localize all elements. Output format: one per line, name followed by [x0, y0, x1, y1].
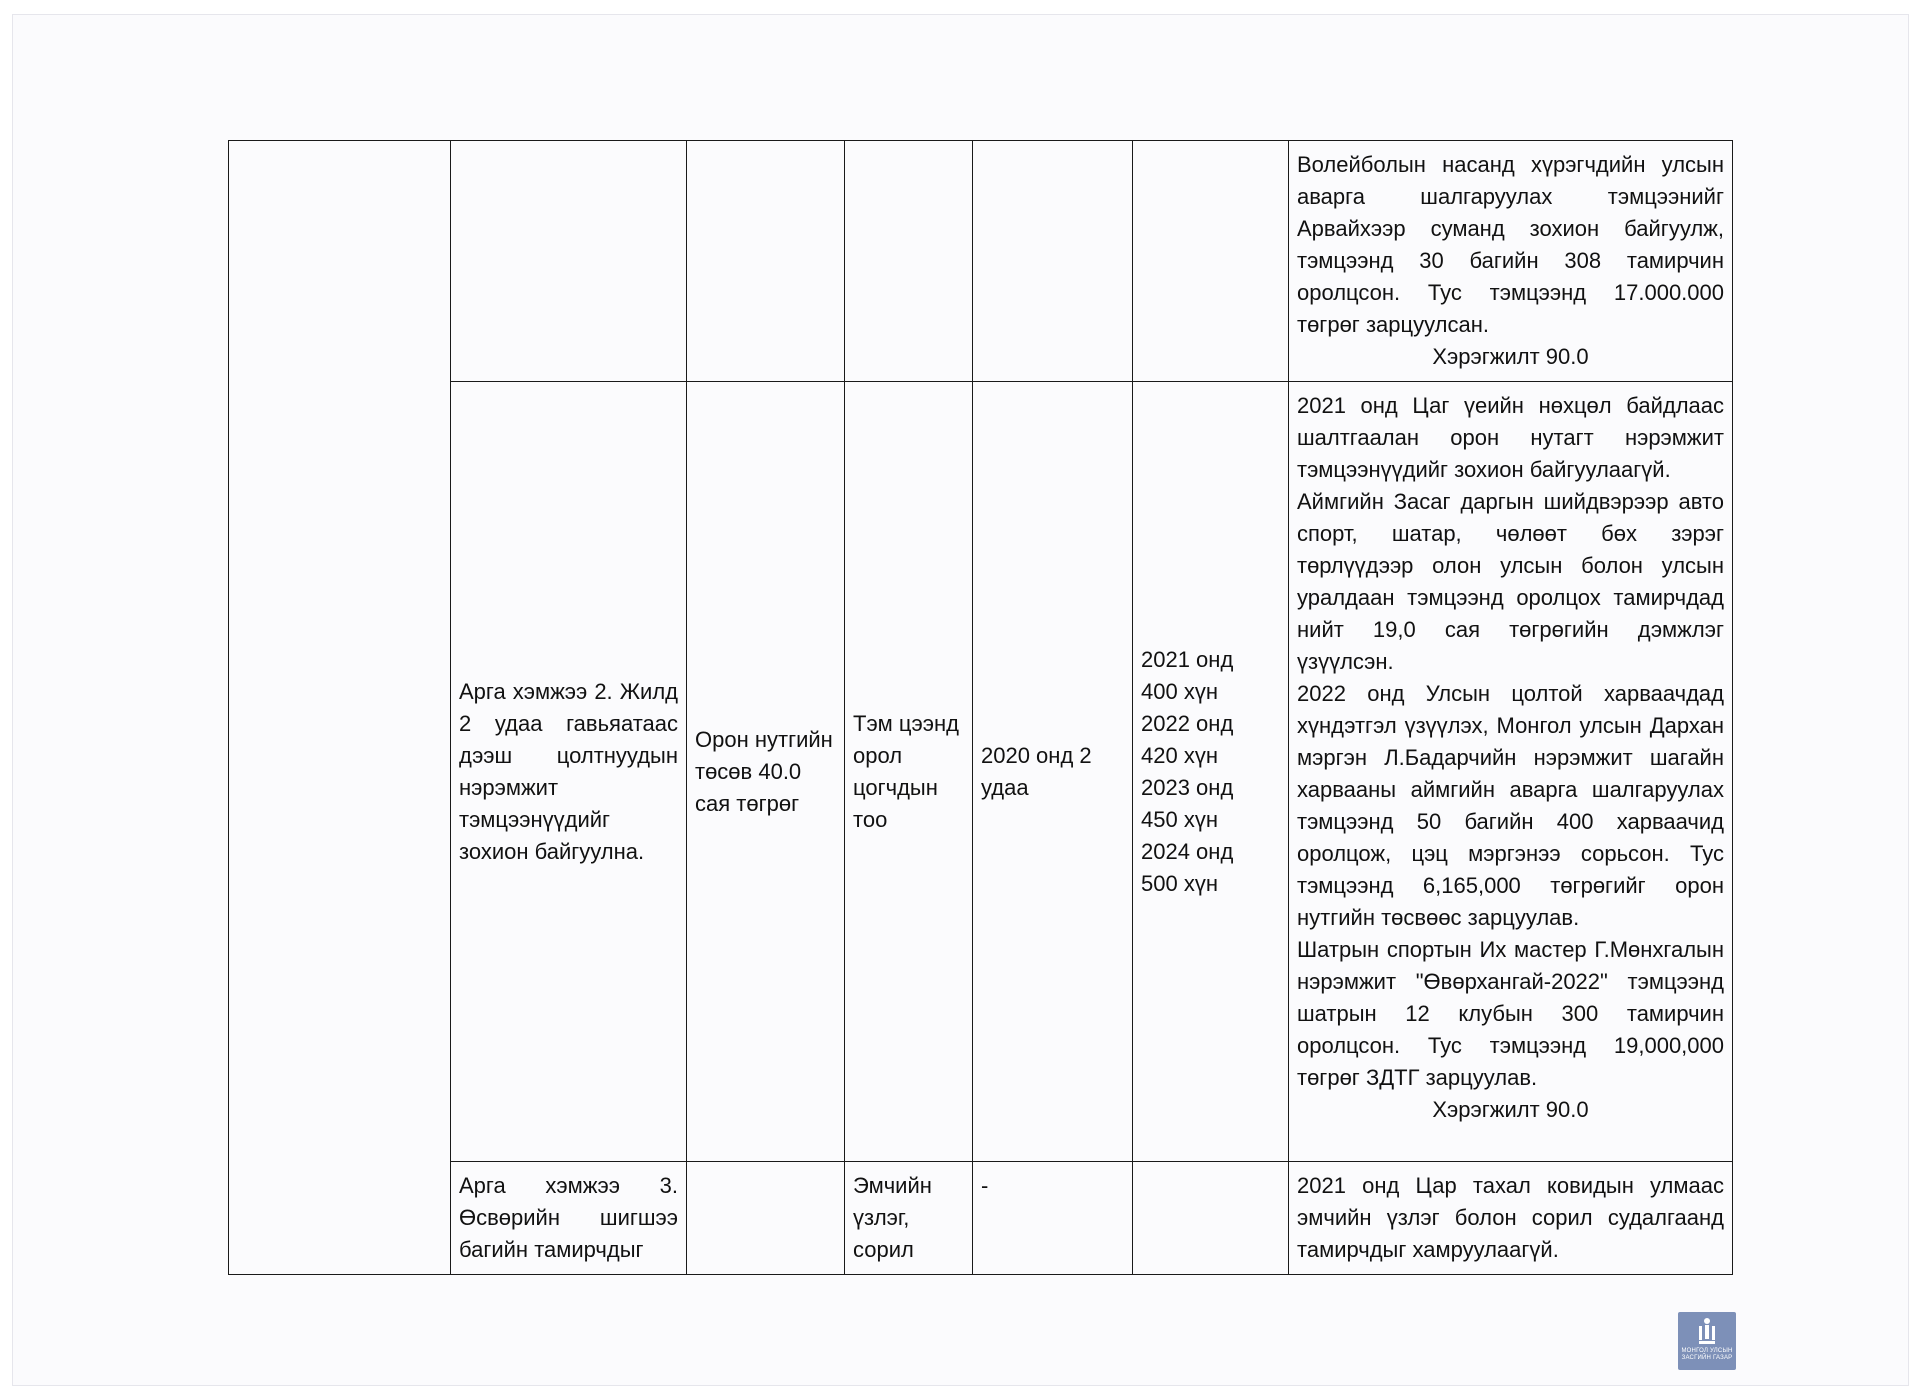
goal-cell [229, 141, 451, 1275]
target-line: 2021 онд [1141, 646, 1234, 672]
target-line: 2024 онд [1141, 838, 1234, 864]
rating-label: Хэрэгжилт 90.0 [1432, 344, 1589, 369]
emblem-text: ЗАСГИЙН ГАЗАР [1681, 1355, 1733, 1361]
target-cell [1133, 382, 1289, 1162]
baseline-cell: - [973, 1162, 1133, 1275]
target-line: 420 хүн [1141, 742, 1218, 768]
budget-cell: Орон нутгийн төсөв 40.0 сая төгрөг [687, 382, 845, 1162]
table-row [229, 1162, 1733, 1275]
result-paragraph: 2021 онд Цаг үеийн нөхцөл байдлаас шалтгаалан орон нутагт нэрэмжит тэмцээнүүдийг зохион байгуулаагүй. [1297, 393, 1724, 482]
result-cell: 2021 онд Цар тахал ковидын улмаас эмчийн үзлэг болон сорил судалгаанд тамирчдыг хамруулаагүй. [1289, 1162, 1733, 1275]
target-line: 2022 онд [1141, 710, 1234, 736]
budget-cell [687, 1162, 845, 1275]
target-line: 500 хүн [1141, 870, 1218, 896]
result-paragraph: Аймгийн Засаг даргын шийдвэрээр авто спорт, шатар, чөлөөт бөх зэрэг төрлүүдээр олон улсын болон улсын уралдаан тэмцээнд оролцох тамирчдад нийт 19,0 сая төгрөгийн дэмжлэг үзүүлсэн. [1297, 489, 1724, 674]
result-paragraph: Шатрын спортын Их мастер Г.Мөнхгалын нэрэмжит "Өвөрхангай-2022" тэмцээнд шатрын 12 клубын 300 тамирчин оролцсон. Тус тэмцээнд 19,000,000 төгрөг ЗДТГ зарцуулав. [1297, 937, 1724, 1090]
target-line: 400 хүн [1141, 678, 1218, 704]
emblem-text: МОНГОЛ УЛСЫН [1681, 1348, 1733, 1354]
indicator-cell [845, 141, 973, 382]
target-cell [1133, 141, 1289, 382]
soyombo-emblem-icon [1694, 1316, 1720, 1348]
table-row [229, 382, 1733, 1162]
table-row [229, 141, 1733, 382]
rating-label: Хэрэгжилт 90.0 [1432, 1097, 1589, 1122]
measure-cell: Арга хэмжээ 3. Өсвөрийн шигшээ багийн тамирчдыг [451, 1162, 687, 1275]
indicator-cell: Тэм цээнд орол цогчдын тоо [845, 382, 973, 1162]
target-line: 2023 онд [1141, 774, 1234, 800]
plan-table [228, 140, 1733, 1275]
indicator-cell: Эмчийн үзлэг, сорил [845, 1162, 973, 1275]
measure-cell: Арга хэмжээ 2. Жилд 2 удаа гавьяатаас дээш цолтнуудын нэрэмжит тэмцээнүүдийг зохион байгуулна. [451, 382, 687, 1162]
target-cell [1133, 1162, 1289, 1275]
target-line: 450 хүн [1141, 806, 1218, 832]
baseline-cell: 2020 онд 2 удаа [973, 382, 1133, 1162]
result-paragraph: 2022 онд Улсын цолтой харваачдад хүндэтгэл үзүүлэх, Монгол улсын Дархан мэргэн Л.Бадарчийн нэрэмжит шагайн харвааны аймгийн аварга шалгаруулах тэмцээнд 50 багийн 400 харваачид оролцож, цэц мэргэнээ сорьсон. Тус тэмцээнд 6,165,000 төгрөгийг орон нутгийн төсвөөс зарцуулав. [1297, 681, 1724, 930]
measure-cell [451, 141, 687, 382]
baseline-cell [973, 141, 1133, 382]
result-cell [1289, 382, 1733, 1162]
result-cell [1289, 141, 1733, 382]
government-emblem [1678, 1312, 1736, 1370]
budget-cell [687, 141, 845, 382]
result-paragraph: Волейболын насанд хүрэгчдийн улсын аварга шалгаруулах тэмцээнийг Арвайхээр суманд зохион байгуулж, тэмцээнд 30 багийн 308 тамирчин оролцсон. Тус тэмцээнд 17.000.000 төгрөг зарцуулсан. [1297, 152, 1724, 337]
